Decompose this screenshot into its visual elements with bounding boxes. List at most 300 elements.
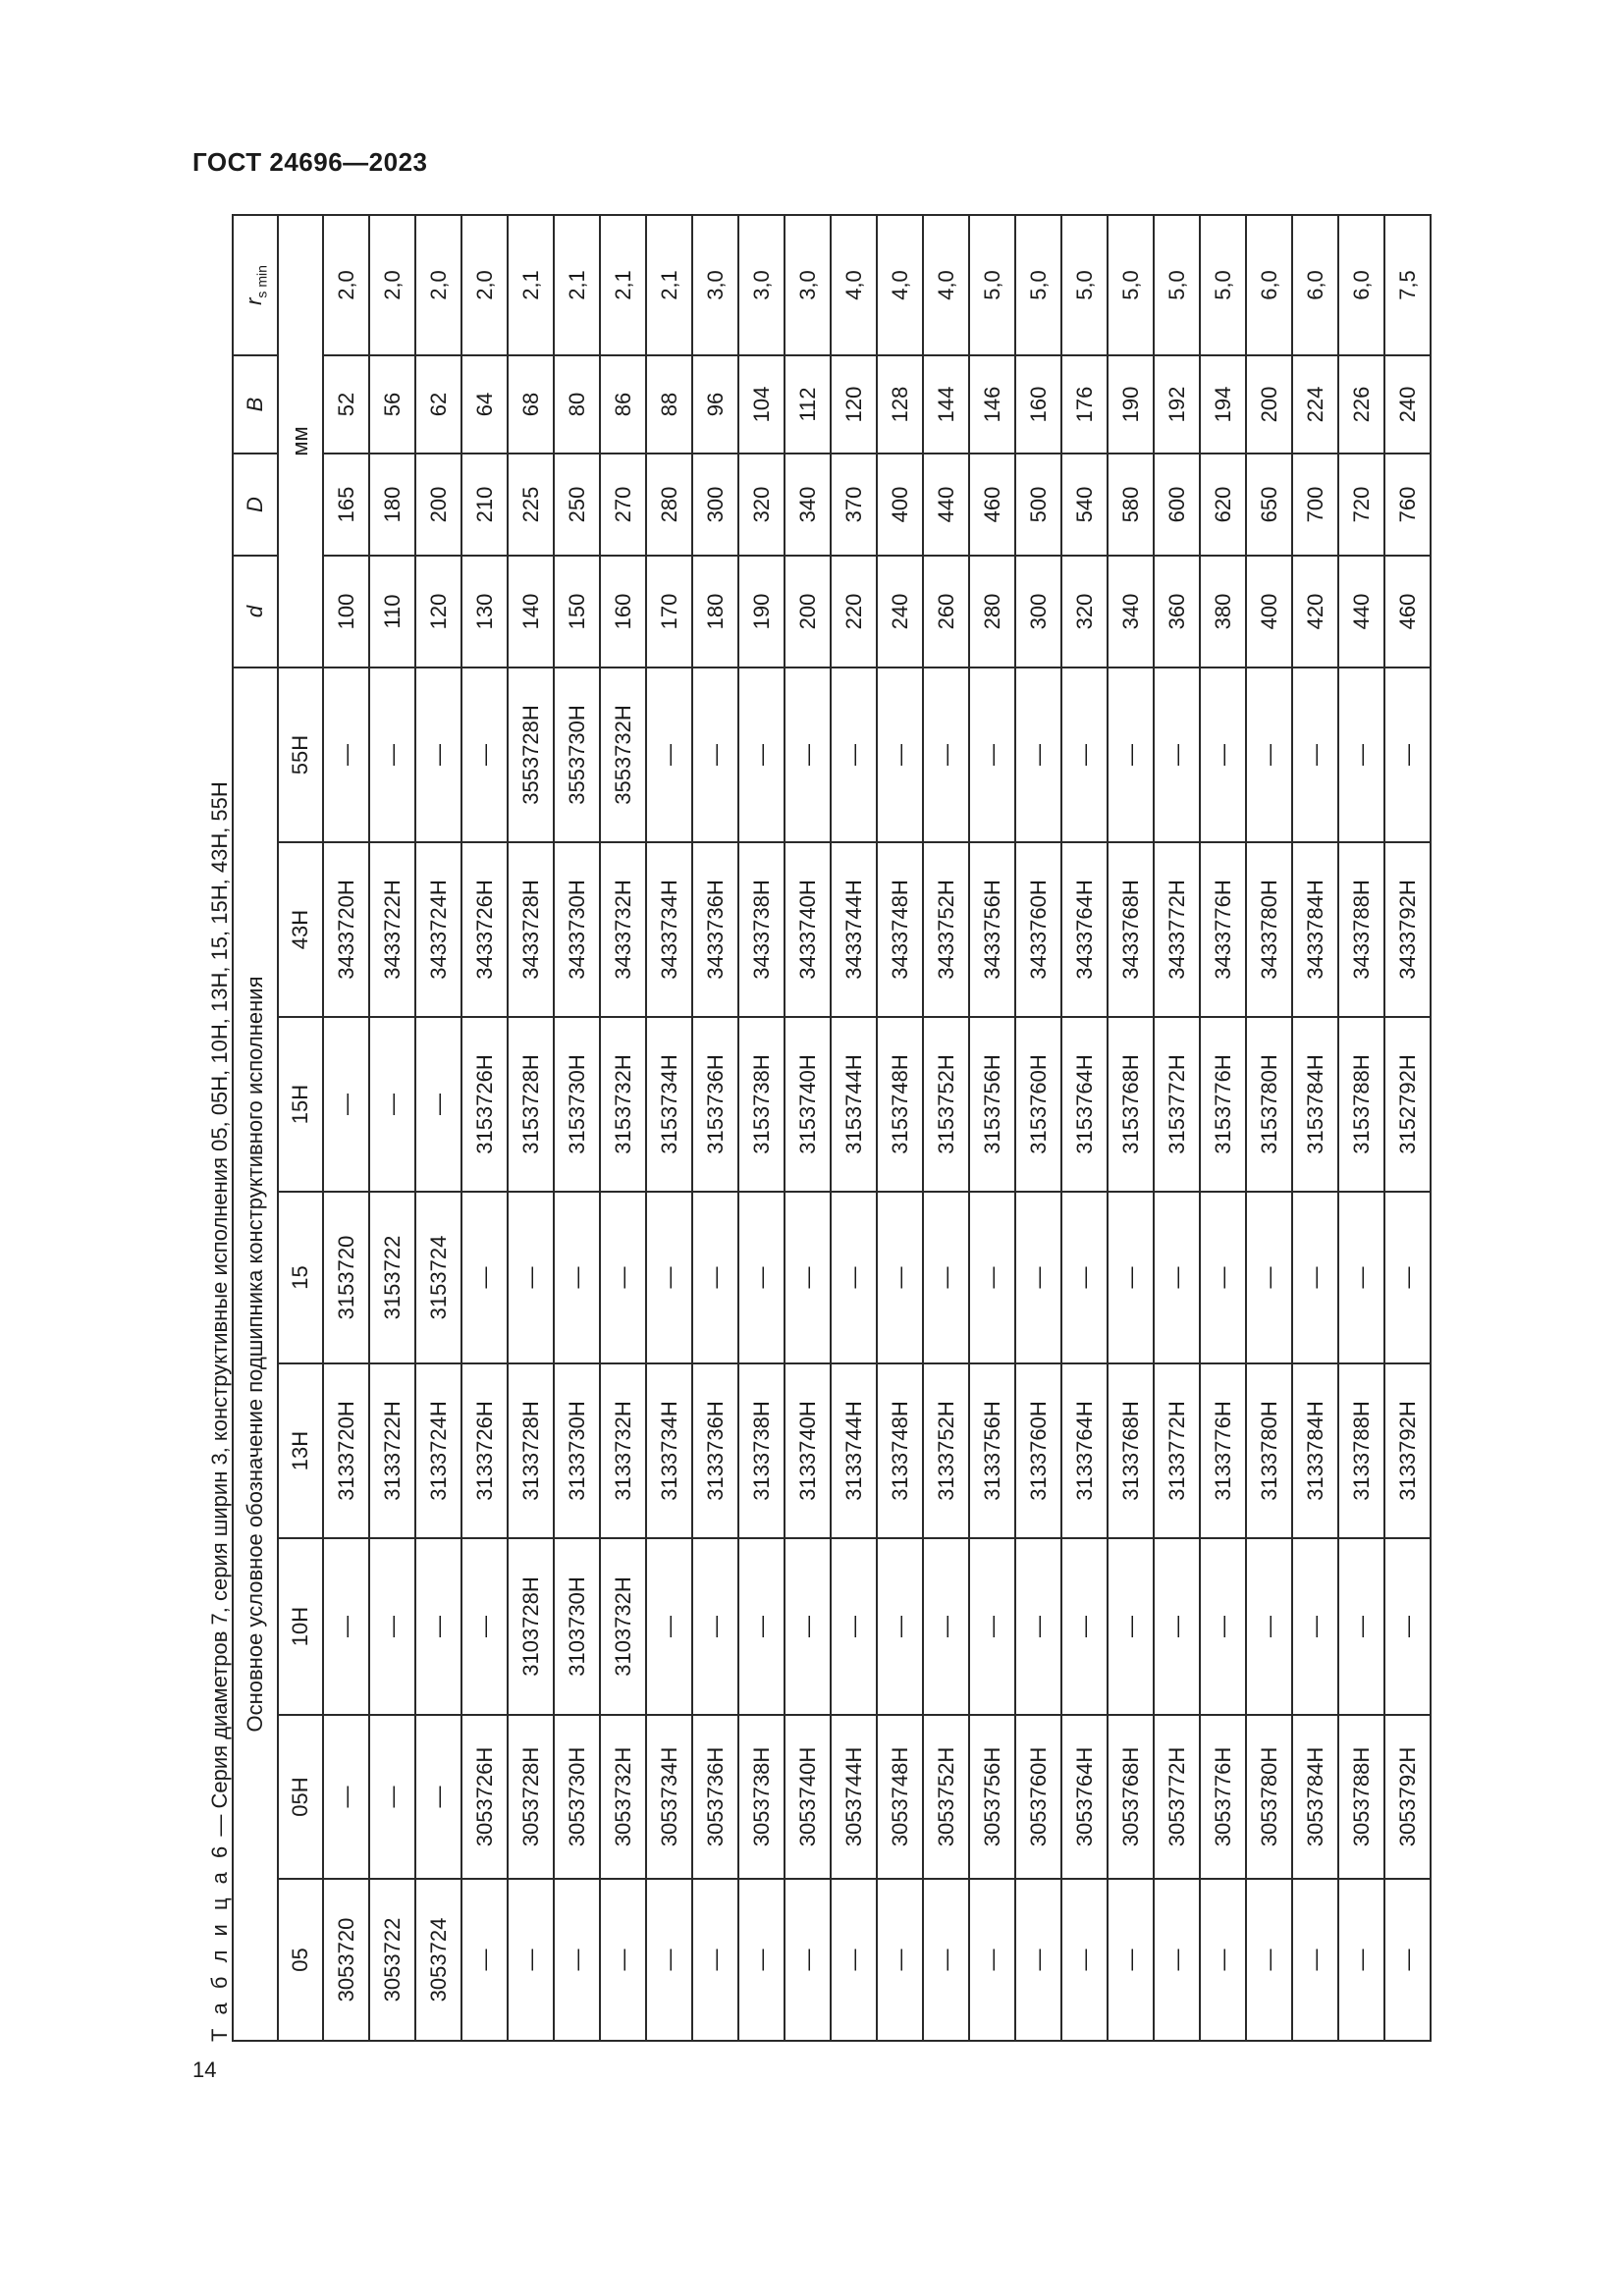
table-cell: 3433744Н bbox=[831, 842, 877, 1017]
table-cell: 3053784Н bbox=[1292, 1715, 1338, 1879]
table-cell: 3133728Н bbox=[508, 1363, 554, 1538]
table-cell: — bbox=[323, 1715, 369, 1879]
table-cell: — bbox=[508, 1192, 554, 1363]
table-cell: 80 bbox=[554, 355, 600, 454]
table-cell: — bbox=[785, 667, 831, 842]
table-cell: 192 bbox=[1154, 355, 1200, 454]
table-cell: 3153724 bbox=[415, 1192, 461, 1363]
table-cell: 320 bbox=[738, 454, 785, 556]
table-cell: 340 bbox=[785, 454, 831, 556]
table-cell: 3153776Н bbox=[1200, 1017, 1246, 1192]
table-cell: — bbox=[877, 1192, 923, 1363]
table-cell: — bbox=[554, 1192, 600, 1363]
table-cell: — bbox=[415, 667, 461, 842]
col-header-15: 15 bbox=[278, 1192, 323, 1363]
table-cell: — bbox=[1154, 1538, 1200, 1715]
table-row bbox=[692, 215, 738, 2041]
table-cell: 3153768Н bbox=[1108, 1017, 1154, 1192]
table-cell: 3133748Н bbox=[877, 1363, 923, 1538]
table-cell: 2,1 bbox=[508, 215, 554, 355]
table-cell: 144 bbox=[923, 355, 969, 454]
table-cell: 3133724Н bbox=[415, 1363, 461, 1538]
page-number: 14 bbox=[192, 2057, 217, 2082]
table-cell: 3153760Н bbox=[1015, 1017, 1061, 1192]
table-cell: 3553728Н bbox=[508, 667, 554, 842]
table-cell: 700 bbox=[1292, 454, 1338, 556]
table-caption bbox=[208, 781, 232, 2042]
table-cell: 3433764Н bbox=[1061, 842, 1108, 1017]
table-cell: 3153780Н bbox=[1246, 1017, 1292, 1192]
table-cell: 3433736Н bbox=[692, 842, 738, 1017]
table-cell: — bbox=[369, 1538, 415, 1715]
table-cell: — bbox=[369, 1017, 415, 1192]
table-cell: — bbox=[415, 1538, 461, 1715]
table-cell: — bbox=[1338, 1538, 1384, 1715]
table-row bbox=[1338, 215, 1384, 2041]
col-header-05n: 05Н bbox=[278, 1715, 323, 1879]
table-cell: 320 bbox=[1061, 556, 1108, 667]
table-cell: 146 bbox=[969, 355, 1015, 454]
table-cell: 180 bbox=[692, 556, 738, 667]
table-cell: — bbox=[738, 1879, 785, 2041]
col-header-10n: 10Н bbox=[278, 1538, 323, 1715]
table-cell: 270 bbox=[600, 454, 646, 556]
table-cell: 3433728Н bbox=[508, 842, 554, 1017]
table-cell: 340 bbox=[1108, 556, 1154, 667]
table-cell: 4,0 bbox=[877, 215, 923, 355]
table-cell: 225 bbox=[508, 454, 554, 556]
table-row bbox=[1154, 215, 1200, 2041]
table-cell: 3153722 bbox=[369, 1192, 415, 1363]
table-row bbox=[738, 215, 785, 2041]
table-cell: — bbox=[831, 667, 877, 842]
table-cell: — bbox=[738, 1192, 785, 1363]
table-cell: 3053748Н bbox=[877, 1715, 923, 1879]
table-cell: 600 bbox=[1154, 454, 1200, 556]
table-cell: 760 bbox=[1384, 454, 1431, 556]
table-cell: — bbox=[1246, 1538, 1292, 1715]
table-cell: — bbox=[1246, 1879, 1292, 2041]
table-cell: 4,0 bbox=[923, 215, 969, 355]
table-cell: 3053744Н bbox=[831, 1715, 877, 1879]
col-header-13n: 13Н bbox=[278, 1363, 323, 1538]
table-row bbox=[923, 215, 969, 2041]
table-cell: 4,0 bbox=[831, 215, 877, 355]
table-cell: — bbox=[1338, 1192, 1384, 1363]
table-cell: — bbox=[1015, 667, 1061, 842]
table-cell: 160 bbox=[600, 556, 646, 667]
table-cell: — bbox=[1015, 1879, 1061, 2041]
header-rs-subscript: s min bbox=[253, 265, 270, 298]
table-cell: — bbox=[969, 1879, 1015, 2041]
table-cell: 460 bbox=[969, 454, 1015, 556]
table-cell: 240 bbox=[877, 556, 923, 667]
table-cell: 100 bbox=[323, 556, 369, 667]
table-cell: 6,0 bbox=[1246, 215, 1292, 355]
table-cell: 96 bbox=[692, 355, 738, 454]
table-row bbox=[1108, 215, 1154, 2041]
table-cell: 88 bbox=[646, 355, 692, 454]
table-cell: — bbox=[1015, 1538, 1061, 1715]
table-cell: — bbox=[969, 667, 1015, 842]
table-cell: 3433756Н bbox=[969, 842, 1015, 1017]
table-cell: 3053760Н bbox=[1015, 1715, 1061, 1879]
table-cell: 3,0 bbox=[692, 215, 738, 355]
table-cell: 200 bbox=[785, 556, 831, 667]
table-row bbox=[1246, 215, 1292, 2041]
table-cell: 6,0 bbox=[1338, 215, 1384, 355]
table-cell: — bbox=[1108, 667, 1154, 842]
table-cell: 3433740Н bbox=[785, 842, 831, 1017]
table-cell: 64 bbox=[461, 355, 508, 454]
table-cell: — bbox=[323, 667, 369, 842]
table-cell: 3133730Н bbox=[554, 1363, 600, 1538]
table-cell: — bbox=[646, 1538, 692, 1715]
table-cell: 2,0 bbox=[415, 215, 461, 355]
table-cell: 7,5 bbox=[1384, 215, 1431, 355]
table-cell: 200 bbox=[415, 454, 461, 556]
table-row bbox=[554, 215, 600, 2041]
table-cell: 3053722 bbox=[369, 1879, 415, 2041]
table-cell: 3133752Н bbox=[923, 1363, 969, 1538]
table-cell: 3433732Н bbox=[600, 842, 646, 1017]
table-cell: — bbox=[1061, 1538, 1108, 1715]
table-cell: 3053756Н bbox=[969, 1715, 1015, 1879]
table-cell: 280 bbox=[646, 454, 692, 556]
table-cell: 210 bbox=[461, 454, 508, 556]
table-cell: 3133744Н bbox=[831, 1363, 877, 1538]
table-row bbox=[1015, 215, 1061, 2041]
table-cell: 3053776Н bbox=[1200, 1715, 1246, 1879]
table-cell: 3053728Н bbox=[508, 1715, 554, 1879]
table-cell: — bbox=[1246, 667, 1292, 842]
table-cell: — bbox=[1338, 667, 1384, 842]
table-cell: 3153738Н bbox=[738, 1017, 785, 1192]
table-cell: 240 bbox=[1384, 355, 1431, 454]
table-cell: 3433772Н bbox=[1154, 842, 1200, 1017]
table-cell: 200 bbox=[1246, 355, 1292, 454]
table-cell: 140 bbox=[508, 556, 554, 667]
table-cell: 3133722Н bbox=[369, 1363, 415, 1538]
table-cell: 5,0 bbox=[1108, 215, 1154, 355]
table-cell: 380 bbox=[1200, 556, 1246, 667]
table-cell: 3133760Н bbox=[1015, 1363, 1061, 1538]
table-cell: 3133756Н bbox=[969, 1363, 1015, 1538]
table-cell: — bbox=[1200, 1192, 1246, 1363]
table-cell: 3433738Н bbox=[738, 842, 785, 1017]
table-cell: 3433792Н bbox=[1384, 842, 1431, 1017]
table-cell: — bbox=[692, 667, 738, 842]
header-rs-min bbox=[233, 215, 278, 355]
table-cell: — bbox=[1200, 1879, 1246, 2041]
table-cell: — bbox=[923, 1879, 969, 2041]
table-row bbox=[831, 215, 877, 2041]
table-row bbox=[1384, 215, 1431, 2041]
table-cell: 130 bbox=[461, 556, 508, 667]
table-cell: 3053768Н bbox=[1108, 1715, 1154, 1879]
document-id: ГОСТ 24696—2023 bbox=[192, 147, 428, 177]
table-cell: 3053740Н bbox=[785, 1715, 831, 1879]
table-cell: — bbox=[646, 1192, 692, 1363]
table-cell: 2,0 bbox=[369, 215, 415, 355]
table-cell: 370 bbox=[831, 454, 877, 556]
table-cell: 2,1 bbox=[600, 215, 646, 355]
table-cell: — bbox=[1108, 1538, 1154, 1715]
table-cell: 500 bbox=[1015, 454, 1061, 556]
table-cell: — bbox=[369, 667, 415, 842]
table-cell: 3153736Н bbox=[692, 1017, 738, 1192]
table-cell: 3553732Н bbox=[600, 667, 646, 842]
table-cell: — bbox=[692, 1192, 738, 1363]
table-cell: 3553730Н bbox=[554, 667, 600, 842]
table-cell: — bbox=[1292, 1879, 1338, 2041]
table-cell: 400 bbox=[1246, 556, 1292, 667]
table-cell: — bbox=[1384, 1538, 1431, 1715]
table-cell: — bbox=[831, 1538, 877, 1715]
table-cell: 3133740Н bbox=[785, 1363, 831, 1538]
table-cell: 56 bbox=[369, 355, 415, 454]
table-row bbox=[323, 215, 369, 2041]
group-header: Основное условное обозначение подшипника конструктивного исполнения bbox=[233, 667, 278, 2041]
table-cell: 580 bbox=[1108, 454, 1154, 556]
table-cell: 3433788Н bbox=[1338, 842, 1384, 1017]
table-cell: 3053730Н bbox=[554, 1715, 600, 1879]
table-row bbox=[508, 215, 554, 2041]
table-cell: 62 bbox=[415, 355, 461, 454]
table-cell: 3153740Н bbox=[785, 1017, 831, 1192]
table-cell: 3153788Н bbox=[1338, 1017, 1384, 1192]
header-D: D bbox=[233, 454, 278, 556]
table-cell: 194 bbox=[1200, 355, 1246, 454]
table-cell: 3433720Н bbox=[323, 842, 369, 1017]
table-cell: 86 bbox=[600, 355, 646, 454]
table-cell: 3433752Н bbox=[923, 842, 969, 1017]
table-cell: 3133726Н bbox=[461, 1363, 508, 1538]
table-cell: 250 bbox=[554, 454, 600, 556]
table-cell: 68 bbox=[508, 355, 554, 454]
table-cell: 280 bbox=[969, 556, 1015, 667]
table-cell: 3053780Н bbox=[1246, 1715, 1292, 1879]
table-cell: — bbox=[785, 1879, 831, 2041]
table-cell: 3,0 bbox=[785, 215, 831, 355]
table-cell: — bbox=[1292, 667, 1338, 842]
table-cell: — bbox=[923, 667, 969, 842]
table-cell: — bbox=[646, 667, 692, 842]
table-cell: 3053726Н bbox=[461, 1715, 508, 1879]
table-row bbox=[415, 215, 461, 2041]
table-cell: 650 bbox=[1246, 454, 1292, 556]
table-cell: 3433760Н bbox=[1015, 842, 1061, 1017]
table-cell: 440 bbox=[1338, 556, 1384, 667]
table-cell: — bbox=[692, 1538, 738, 1715]
table-row bbox=[1200, 215, 1246, 2041]
table-cell: 3153728Н bbox=[508, 1017, 554, 1192]
table-cell: 3053738Н bbox=[738, 1715, 785, 1879]
table-cell: 3133776Н bbox=[1200, 1363, 1246, 1538]
table-cell: — bbox=[877, 1538, 923, 1715]
table-cell: — bbox=[1154, 667, 1200, 842]
table-cell: 3433734Н bbox=[646, 842, 692, 1017]
table-cell: 5,0 bbox=[1154, 215, 1200, 355]
table-cell: — bbox=[923, 1192, 969, 1363]
table-cell: — bbox=[508, 1879, 554, 2041]
table-cell: 3053734Н bbox=[646, 1715, 692, 1879]
table-cell: 3053764Н bbox=[1061, 1715, 1108, 1879]
table-cell: — bbox=[600, 1879, 646, 2041]
table-cell: 3433748Н bbox=[877, 842, 923, 1017]
col-header-43n: 43Н bbox=[278, 842, 323, 1017]
header-d: d bbox=[233, 556, 278, 667]
table-cell: 52 bbox=[323, 355, 369, 454]
table-cell: 3133784Н bbox=[1292, 1363, 1338, 1538]
table-cell: 540 bbox=[1061, 454, 1108, 556]
table-cell: 176 bbox=[1061, 355, 1108, 454]
table-cell: 3053724 bbox=[415, 1879, 461, 2041]
table-cell: — bbox=[831, 1879, 877, 2041]
table-cell: 620 bbox=[1200, 454, 1246, 556]
table-cell: — bbox=[785, 1192, 831, 1363]
table-cell: — bbox=[461, 1879, 508, 2041]
table-cell: — bbox=[1384, 667, 1431, 842]
table-cell: 3153784Н bbox=[1292, 1017, 1338, 1192]
table-cell: — bbox=[877, 1879, 923, 2041]
table-cell: — bbox=[1292, 1192, 1338, 1363]
table-cell: 3152792Н bbox=[1384, 1017, 1431, 1192]
table-cell: 160 bbox=[1015, 355, 1061, 454]
table-cell: — bbox=[323, 1538, 369, 1715]
table-row bbox=[969, 215, 1015, 2041]
table-cell: 226 bbox=[1338, 355, 1384, 454]
table-cell: — bbox=[461, 1538, 508, 1715]
table-cell: 3053752Н bbox=[923, 1715, 969, 1879]
table-row bbox=[1061, 215, 1108, 2041]
table-cell: 112 bbox=[785, 355, 831, 454]
table-cell: — bbox=[1061, 667, 1108, 842]
table-cell: 190 bbox=[1108, 355, 1154, 454]
table-cell: 3153748Н bbox=[877, 1017, 923, 1192]
table-cell: 3433724Н bbox=[415, 842, 461, 1017]
bearing-designation-table bbox=[232, 214, 1432, 2042]
table-cell: 3133792Н bbox=[1384, 1363, 1431, 1538]
table-cell: 3153764Н bbox=[1061, 1017, 1108, 1192]
table-cell: — bbox=[646, 1879, 692, 2041]
table-cell: 3103730Н bbox=[554, 1538, 600, 1715]
table-cell: 120 bbox=[831, 355, 877, 454]
table-cell: 400 bbox=[877, 454, 923, 556]
table-row bbox=[369, 215, 415, 2041]
table-cell: — bbox=[1338, 1879, 1384, 2041]
table-cell: 3053792Н bbox=[1384, 1715, 1431, 1879]
table-row bbox=[1292, 215, 1338, 2041]
table-cell: — bbox=[461, 1192, 508, 1363]
table-cell: 3053772Н bbox=[1154, 1715, 1200, 1879]
table-cell: — bbox=[738, 667, 785, 842]
table-cell: 3153726Н bbox=[461, 1017, 508, 1192]
header-B: B bbox=[233, 355, 278, 454]
table-cell: 5,0 bbox=[1061, 215, 1108, 355]
table-cell: 3433780Н bbox=[1246, 842, 1292, 1017]
col-header-05: 05 bbox=[278, 1879, 323, 2041]
table-cell: 2,0 bbox=[461, 215, 508, 355]
table-cell: 128 bbox=[877, 355, 923, 454]
table-row bbox=[877, 215, 923, 2041]
table-cell: 180 bbox=[369, 454, 415, 556]
table-cell: 6,0 bbox=[1292, 215, 1338, 355]
table-cell: 3133720Н bbox=[323, 1363, 369, 1538]
table-caption-label: Т а б л и ц а 6 bbox=[207, 1842, 232, 2042]
table-cell: 3153732Н bbox=[600, 1017, 646, 1192]
table-cell: — bbox=[323, 1017, 369, 1192]
table-cell: 104 bbox=[738, 355, 785, 454]
table-cell: — bbox=[1015, 1192, 1061, 1363]
table-cell: 220 bbox=[831, 556, 877, 667]
table-cell: 300 bbox=[1015, 556, 1061, 667]
table-cell: 3153772Н bbox=[1154, 1017, 1200, 1192]
table-cell: 3153756Н bbox=[969, 1017, 1015, 1192]
table-cell: — bbox=[415, 1017, 461, 1192]
col-header-55n: 55Н bbox=[278, 667, 323, 842]
table-cell: 120 bbox=[415, 556, 461, 667]
table-cell: 3133738Н bbox=[738, 1363, 785, 1538]
table-cell: 3133780Н bbox=[1246, 1363, 1292, 1538]
table-cell: 5,0 bbox=[1200, 215, 1246, 355]
table-row bbox=[646, 215, 692, 2041]
table-cell: 3133788Н bbox=[1338, 1363, 1384, 1538]
table-cell: 720 bbox=[1338, 454, 1384, 556]
table-cell: — bbox=[1108, 1879, 1154, 2041]
table-caption-text: — Серия диаметров 7, серия ширин 3, конструктивные исполнения 05, 05Н, 10Н, 13Н, 15, 15Н, 43Н, 55Н bbox=[207, 781, 232, 1842]
table-cell: — bbox=[1200, 667, 1246, 842]
table-cell: 3103728Н bbox=[508, 1538, 554, 1715]
table-cell: — bbox=[1292, 1538, 1338, 1715]
table-cell: 460 bbox=[1384, 556, 1431, 667]
table-cell: 3153744Н bbox=[831, 1017, 877, 1192]
table-cell: — bbox=[1200, 1538, 1246, 1715]
table-cell: — bbox=[1108, 1192, 1154, 1363]
table-cell: — bbox=[1061, 1192, 1108, 1363]
table-cell: — bbox=[969, 1192, 1015, 1363]
table-row bbox=[785, 215, 831, 2041]
table-cell: 3433730Н bbox=[554, 842, 600, 1017]
rotated-table-block bbox=[208, 216, 1485, 2042]
table-cell: 260 bbox=[923, 556, 969, 667]
table-cell: 360 bbox=[1154, 556, 1200, 667]
table-cell: — bbox=[1246, 1192, 1292, 1363]
table-cell: 224 bbox=[1292, 355, 1338, 454]
table-cell: 3053736Н bbox=[692, 1715, 738, 1879]
table-cell: 165 bbox=[323, 454, 369, 556]
table-cell: 170 bbox=[646, 556, 692, 667]
table-cell: 3153730Н bbox=[554, 1017, 600, 1192]
table-cell: — bbox=[923, 1538, 969, 1715]
table-cell: 420 bbox=[1292, 556, 1338, 667]
table-cell: 3133736Н bbox=[692, 1363, 738, 1538]
table-cell: 3153752Н bbox=[923, 1017, 969, 1192]
table-cell: — bbox=[554, 1879, 600, 2041]
unit-header: мм bbox=[278, 215, 323, 667]
table-cell: — bbox=[877, 667, 923, 842]
table-cell: — bbox=[600, 1192, 646, 1363]
table-row bbox=[600, 215, 646, 2041]
table-cell: 3433784Н bbox=[1292, 842, 1338, 1017]
table-cell: 3103732Н bbox=[600, 1538, 646, 1715]
table-cell: 300 bbox=[692, 454, 738, 556]
table-cell: 3133734Н bbox=[646, 1363, 692, 1538]
table-cell: — bbox=[738, 1538, 785, 1715]
table-cell: 440 bbox=[923, 454, 969, 556]
table-cell: 2,0 bbox=[323, 215, 369, 355]
table-cell: — bbox=[461, 667, 508, 842]
